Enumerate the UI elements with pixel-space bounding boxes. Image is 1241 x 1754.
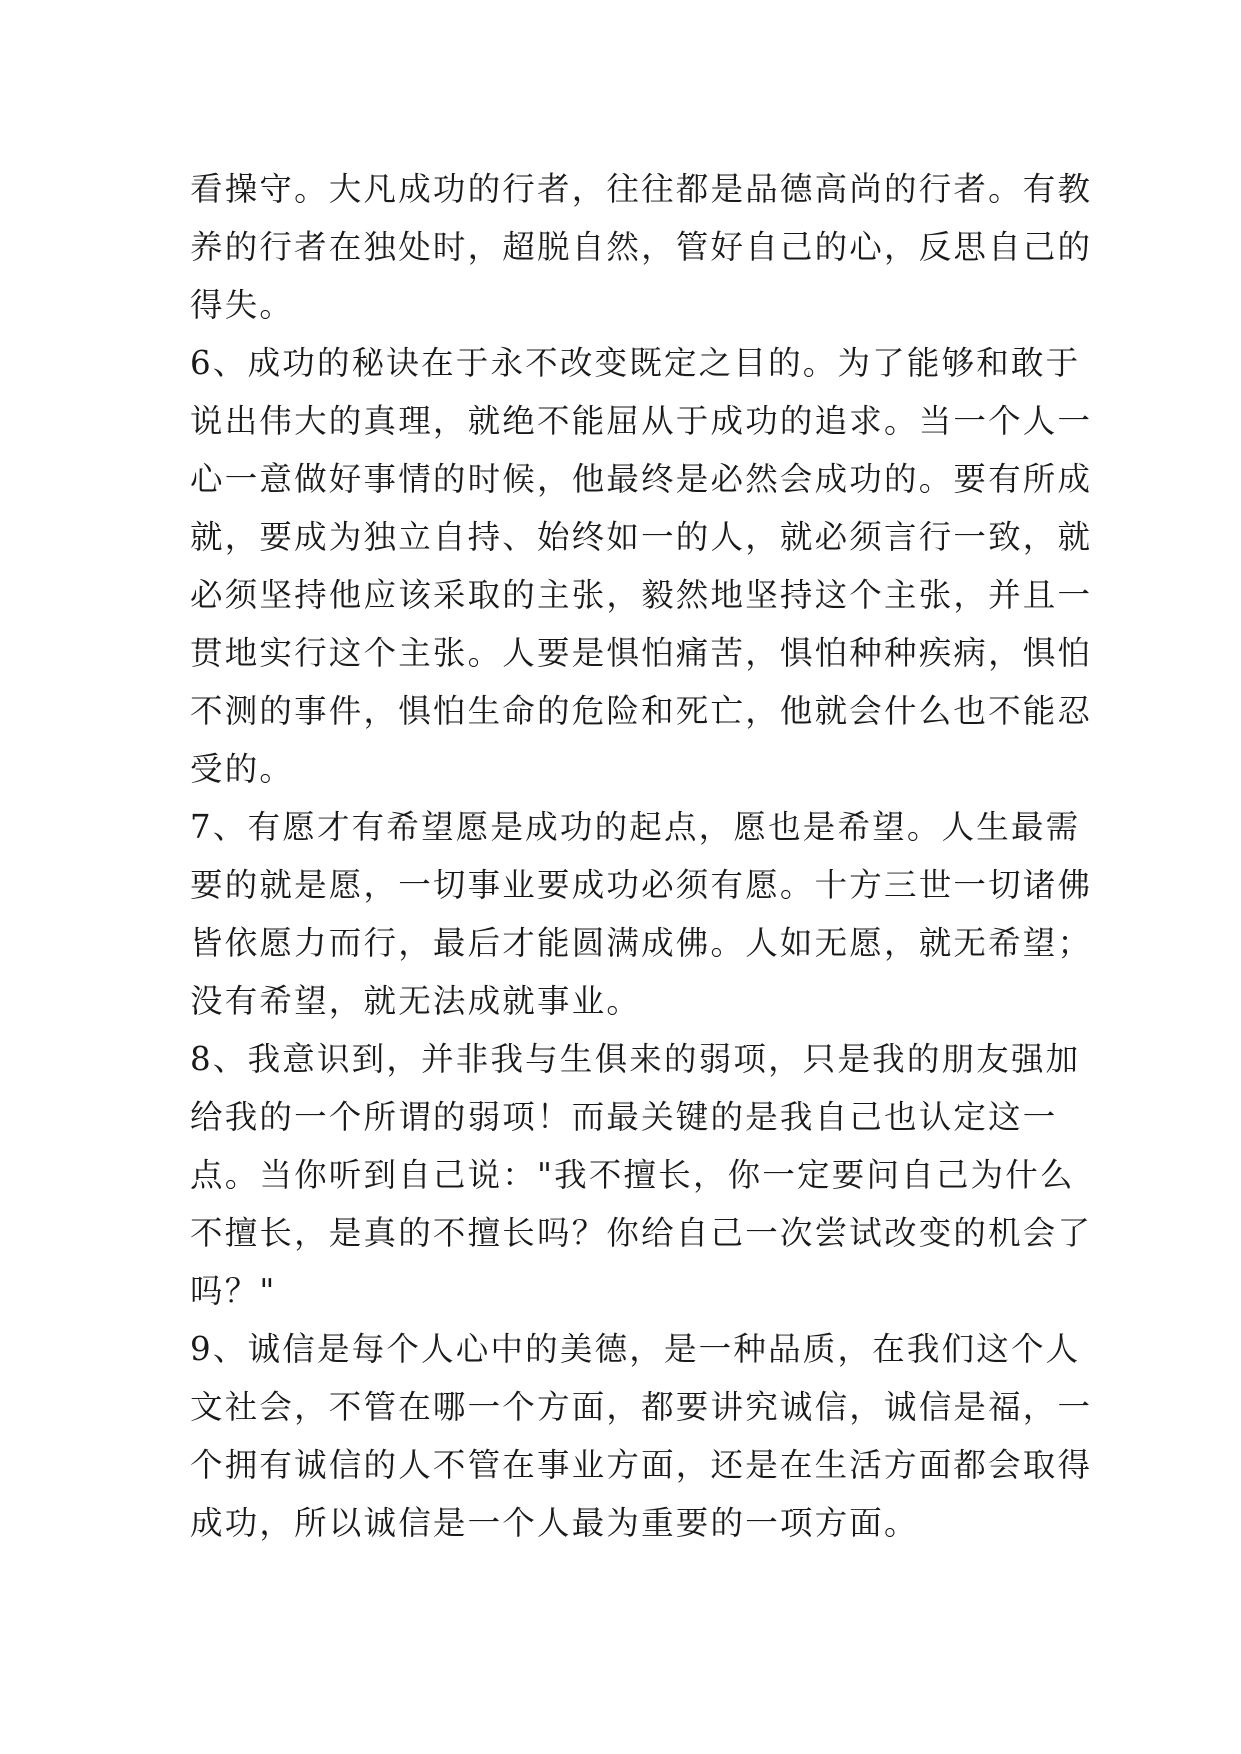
text-line: 文社会，不管在哪一个方面，都要讲究诚信，诚信是福，一 — [190, 1388, 1093, 1426]
text-line: 受的。 — [190, 750, 295, 788]
text-line: 8、我意识到，并非我与生俱来的弱项，只是我的朋友强加 — [190, 1040, 1081, 1078]
text-line: 心一意做好事情的时候，他最终是必然会成功的。要有所成 — [190, 460, 1093, 498]
text-line: 得失。 — [190, 286, 295, 324]
text-line: 点。当你听到自己说："我不擅长，你一定要问自己为什么 — [190, 1156, 1075, 1194]
text-line: 贯地实行这个主张。人要是惧怕痛苦，惧怕种种疾病，惧怕 — [190, 634, 1093, 672]
text-line: 要的就是愿，一切事业要成功必须有愿。十方三世一切诸佛 — [190, 866, 1093, 904]
body-text — [190, 160, 1093, 1552]
text-line: 皆依愿力而行，最后才能圆满成佛。人如无愿，就无希望； — [190, 924, 1093, 962]
text-line: 吗？" — [190, 1272, 277, 1310]
text-line: 给我的一个所谓的弱项！而最关键的是我自己也认定这一 — [190, 1098, 1058, 1136]
text-line: 6、成功的秘诀在于永不改变既定之目的。为了能够和敢于 — [190, 344, 1081, 382]
text-line: 没有希望，就无法成就事业。 — [190, 982, 642, 1020]
text-line: 成功，所以诚信是一个人最为重要的一项方面。 — [190, 1504, 919, 1542]
text-line: 就，要成为独立自持、始终如一的人，就必须言行一致，就 — [190, 518, 1093, 556]
text-line: 个拥有诚信的人不管在事业方面，还是在生活方面都会取得 — [190, 1446, 1093, 1484]
text-line: 9、诚信是每个人心中的美德，是一种品质，在我们这个人 — [190, 1330, 1081, 1368]
text-line: 不测的事件，惧怕生命的危险和死亡，他就会什么也不能忍 — [190, 692, 1093, 730]
text-line: 看操守。大凡成功的行者，往往都是品德高尚的行者。有教 — [190, 170, 1093, 208]
text-line: 7、有愿才有希望愿是成功的起点，愿也是希望。人生最需 — [190, 808, 1081, 846]
text-line: 养的行者在独处时，超脱自然，管好自己的心，反思自己的 — [190, 228, 1093, 266]
text-line: 说出伟大的真理，就绝不能屈从于成功的追求。当一个人一 — [190, 402, 1093, 440]
text-line: 必须坚持他应该采取的主张，毅然地坚持这个主张，并且一 — [190, 576, 1093, 614]
text-line: 不擅长，是真的不擅长吗？你给自己一次尝试改变的机会了 — [190, 1214, 1093, 1252]
